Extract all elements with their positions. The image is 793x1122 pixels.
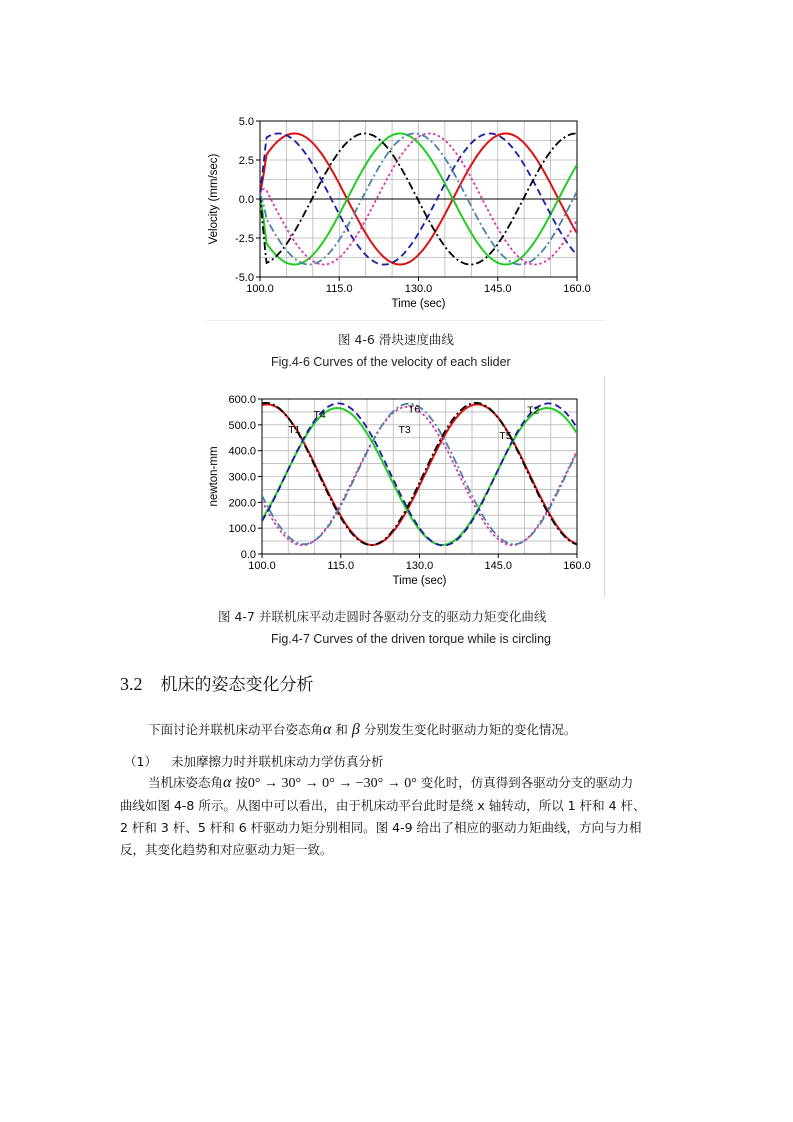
series-label-T2: T2	[527, 404, 540, 417]
y-axis-label: Velocity (mm/sec)	[208, 153, 220, 245]
velocity-chart	[200, 112, 600, 317]
y-tick-label: 0.0	[240, 549, 256, 561]
beta-symbol: β	[351, 721, 360, 738]
body-line-3: 2 杆和 3 杆、5 杆和 6 杆驱动力矩分别相同。图 4-9 给出了相应的驱动力矩曲线，方向与力相	[120, 820, 642, 835]
subsection-number: （1）	[124, 754, 157, 769]
x-tick-label: 145.0	[484, 560, 513, 572]
x-tick-label: 160.0	[563, 560, 591, 572]
x-tick-label: 145.0	[483, 283, 512, 295]
figure1-caption-en: Fig.4-6 Curves of the velocity of each slider	[271, 355, 511, 369]
section-title: 机床的姿态变化分析	[160, 675, 314, 695]
figure1-caption-cn: 图 4-6 滑块速度曲线	[338, 332, 454, 347]
body-line-4: 反，其变化趋势和对应驱动力矩一致。	[120, 842, 333, 857]
intro-text-1: 下面讨论并联机床动平台姿态角	[148, 722, 324, 737]
series-label-T5: T5	[499, 430, 512, 443]
x-tick-label: 100.0	[246, 283, 274, 295]
y-axis-label: newton-mm	[208, 446, 220, 507]
body-paragraph	[120, 772, 695, 861]
x-tick-label: 115.0	[325, 283, 353, 295]
body-line-1	[120, 772, 695, 795]
body-text-3: 变化时，仿真得到各驱动分支的驱动力	[416, 775, 634, 790]
x-axis-label: Time (sec)	[392, 575, 447, 587]
y-tick-label: 5.0	[238, 116, 254, 128]
alpha-symbol-2: α	[223, 774, 232, 791]
figure2-border-right	[604, 376, 605, 598]
figure2-caption-en: Fig.4-7 Curves of the driven torque while is circling	[271, 632, 551, 646]
subsection-heading	[124, 752, 383, 770]
y-tick-label: 200.0	[228, 497, 256, 510]
intro-text-3: 分别发生变化时驱动力矩的变化情况。	[359, 722, 577, 737]
y-tick-label: 2.5	[238, 155, 254, 167]
y-tick-label: 400.0	[228, 445, 256, 458]
x-tick-label: 130.0	[405, 560, 434, 572]
x-tick-label: 100.0	[248, 560, 276, 572]
figure1-separator	[205, 320, 605, 321]
y-tick-label: 100.0	[228, 523, 256, 536]
y-tick-label: 300.0	[228, 471, 256, 484]
section-heading	[120, 670, 314, 695]
figure2-caption-cn: 图 4-7 并联机床平动走圆时各驱动分支的驱动力矩变化曲线	[218, 609, 547, 624]
body-text-1: 当机床姿态角	[148, 775, 224, 790]
y-tick-label: -5.0	[235, 272, 254, 284]
subsection-title: 未加摩擦力时并联机床动力学仿真分析	[170, 754, 384, 769]
section-number: 3.2	[120, 674, 143, 694]
x-axis-label: Time (sec)	[391, 298, 446, 310]
alpha-symbol: α	[323, 721, 332, 738]
y-tick-label: 500.0	[228, 419, 256, 432]
series-label-T6: T6	[407, 403, 421, 416]
y-tick-label: 600.0	[228, 394, 256, 406]
x-tick-label: 130.0	[404, 283, 433, 295]
series-label-T1: T1	[288, 424, 301, 437]
intro-paragraph	[148, 719, 576, 741]
intro-text-2: 和	[331, 722, 352, 737]
x-tick-label: 160.0	[563, 283, 591, 295]
torque-chart	[200, 387, 600, 597]
body-line-2: 曲线如图 4-8 所示。从图中可以看出，由于机床动平台此时是绕 x 轴转动，所以 1 杆和 4 杆、	[120, 798, 646, 813]
y-tick-label: -2.5	[235, 233, 254, 245]
angle-sequence: 0° → 30° → 0° → −30° → 0°	[247, 776, 417, 791]
series-label-T3: T3	[398, 424, 411, 437]
body-text-2: 按	[231, 775, 248, 790]
y-tick-label: 0.0	[238, 194, 254, 206]
series-label-T4: T4	[313, 408, 326, 421]
x-tick-label: 115.0	[327, 560, 355, 572]
